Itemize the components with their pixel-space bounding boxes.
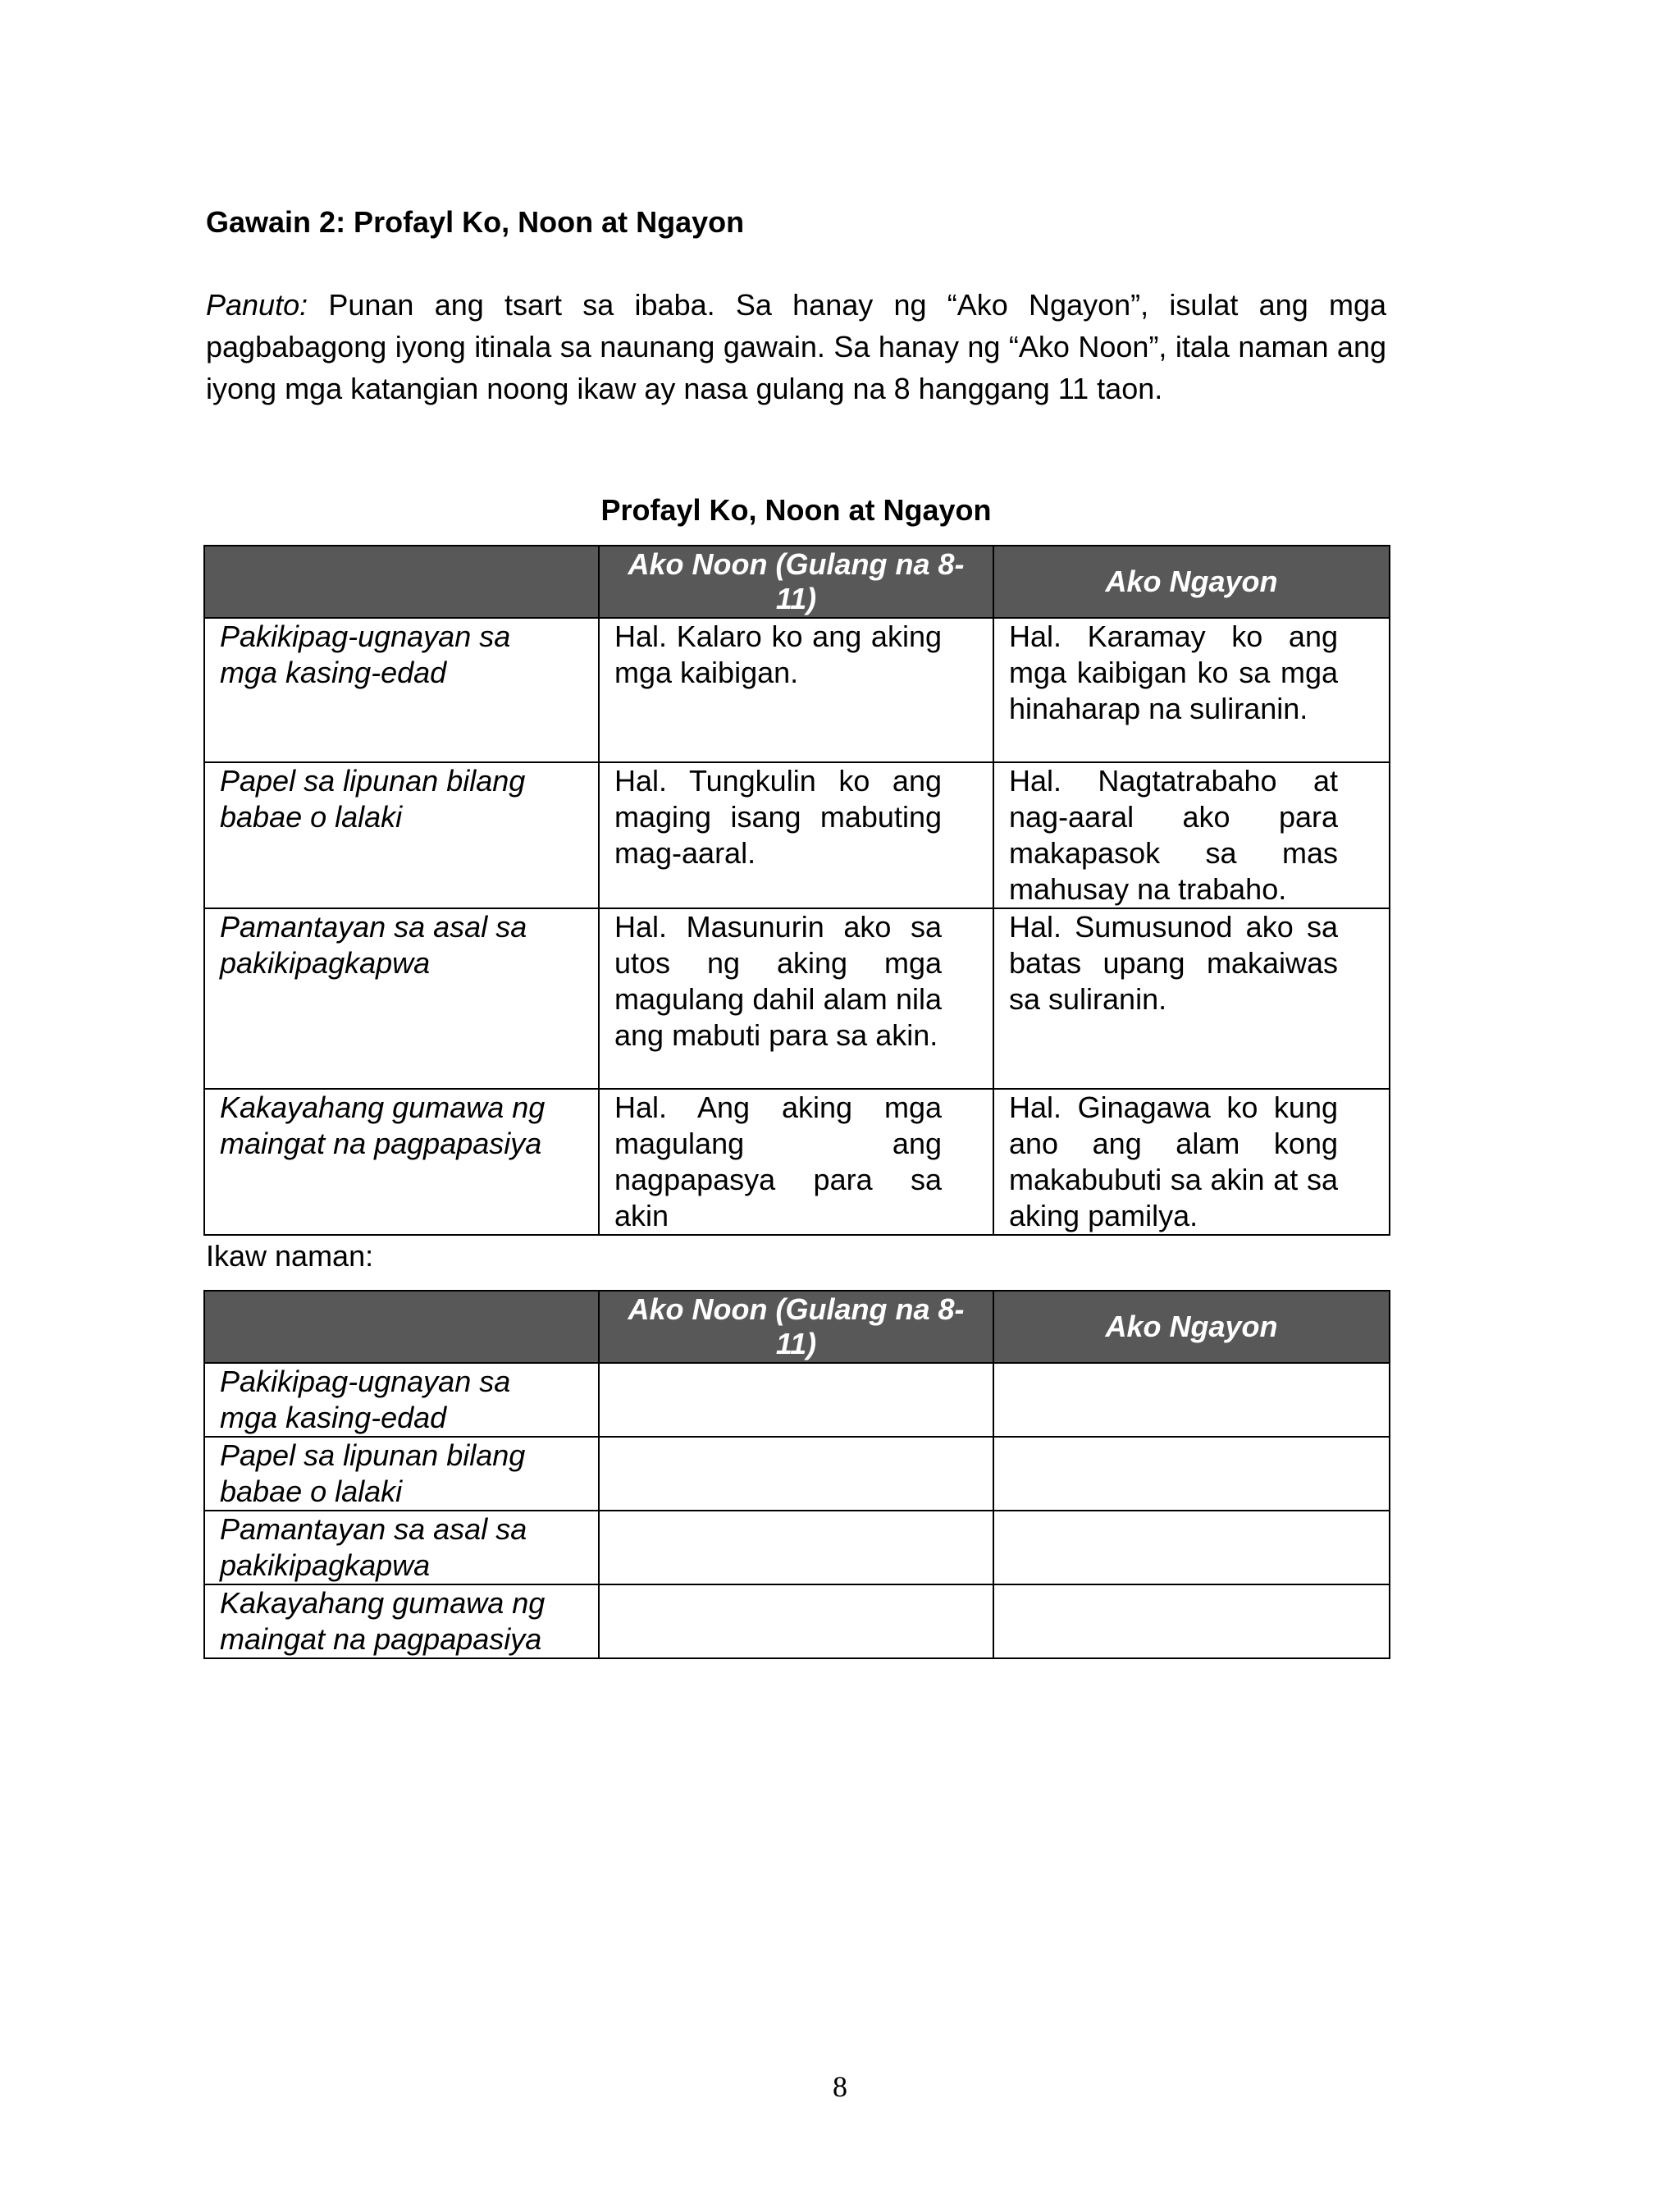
table-row [204, 1511, 1390, 1584]
row-label: Pamantayan sa asal sa pakikipagkapwa [204, 1511, 599, 1584]
row-label: Pakikipag-ugnayan sa mga kasing-edad [204, 1363, 599, 1437]
page-number: 8 [833, 2070, 847, 2103]
table-row [204, 908, 1390, 1089]
instructions-label: Panuto: [206, 288, 308, 322]
table-row [204, 1584, 1390, 1658]
header-ako-ngayon: Ako Ngayon [993, 546, 1390, 618]
header-blank-cell [204, 1291, 599, 1363]
ako-ngayon-answer-cell[interactable] [993, 1584, 1390, 1658]
ako-noon-answer-cell[interactable] [599, 1437, 993, 1511]
ikaw-naman-label: Ikaw naman: [206, 1239, 374, 1273]
ako-ngayon-cell: Hal. Ginagawa ko kung ano ang alam kong makabubuti sa akin at sa aking pamilya. [993, 1089, 1390, 1235]
table-row [204, 1363, 1390, 1437]
activity-heading: Gawain 2: Profayl Ko, Noon at Ngayon [206, 205, 745, 239]
ako-noon-cell: Hal. Ang aking mga magulang ang nagpapasya para sa akin [599, 1089, 993, 1235]
table-header-row [204, 546, 1390, 618]
row-label: Kakayahang gumawa ng maingat na pagpapasiya [204, 1089, 599, 1235]
header-ako-ngayon: Ako Ngayon [993, 1291, 1390, 1363]
ako-noon-answer-cell[interactable] [599, 1363, 993, 1437]
instructions-paragraph [206, 284, 1386, 409]
ako-noon-cell: Hal. Masunurin ako sa utos ng aking mga magulang dahil alam nila ang mabuti para sa akin. [599, 908, 993, 1089]
table-header-row [204, 1291, 1390, 1363]
ako-noon-cell: Hal. Tungkulin ko ang maging isang mabuting mag-aaral. [599, 762, 993, 908]
blank-profile-table [203, 1290, 1390, 1659]
ako-noon-answer-cell[interactable] [599, 1511, 993, 1584]
header-ako-noon: Ako Noon (Gulang na 8-11) [599, 1291, 993, 1363]
header-ako-noon: Ako Noon (Gulang na 8-11) [599, 546, 993, 618]
ako-ngayon-answer-cell[interactable] [993, 1363, 1390, 1437]
row-label: Pamantayan sa asal sa pakikipagkapwa [204, 908, 599, 1089]
table-title: Profayl Ko, Noon at Ngayon [600, 493, 992, 527]
ako-ngayon-cell: Hal. Sumusunod ako sa batas upang makaiwas sa suliranin. [993, 908, 1390, 1089]
row-label: Papel sa lipunan bilang babae o lalaki [204, 1437, 599, 1511]
ako-noon-cell: Hal. Kalaro ko ang aking mga kaibigan. [599, 618, 993, 762]
ako-ngayon-cell: Hal. Nagtatrabaho at nag-aaral ako para makapasok sa mas mahusay na trabaho. [993, 762, 1390, 908]
header-blank-cell [204, 546, 599, 618]
table-row [204, 762, 1390, 908]
table-row [204, 618, 1390, 762]
ako-ngayon-answer-cell[interactable] [993, 1511, 1390, 1584]
table-row [204, 1437, 1390, 1511]
row-label: Kakayahang gumawa ng maingat na pagpapasiya [204, 1584, 599, 1658]
ako-ngayon-cell: Hal. Karamay ko ang mga kaibigan ko sa mga hinaharap na suliranin. [993, 618, 1390, 762]
instructions-text: Punan ang tsart sa ibaba. Sa hanay ng “Ako Ngayon”, isulat ang mga pagbabagong iyong itinala sa naunang gawain. Sa hanay ng “Ako Noon”, itala naman ang iyong mga katangian noong ikaw ay nasa gulang na 8 hanggang 11 taon. [206, 288, 1386, 405]
ako-ngayon-answer-cell[interactable] [993, 1437, 1390, 1511]
example-profile-table [203, 545, 1390, 1236]
table-row [204, 1089, 1390, 1235]
ako-noon-answer-cell[interactable] [599, 1584, 993, 1658]
row-label: Papel sa lipunan bilang babae o lalaki [204, 762, 599, 908]
row-label: Pakikipag-ugnayan sa mga kasing-edad [204, 618, 599, 762]
